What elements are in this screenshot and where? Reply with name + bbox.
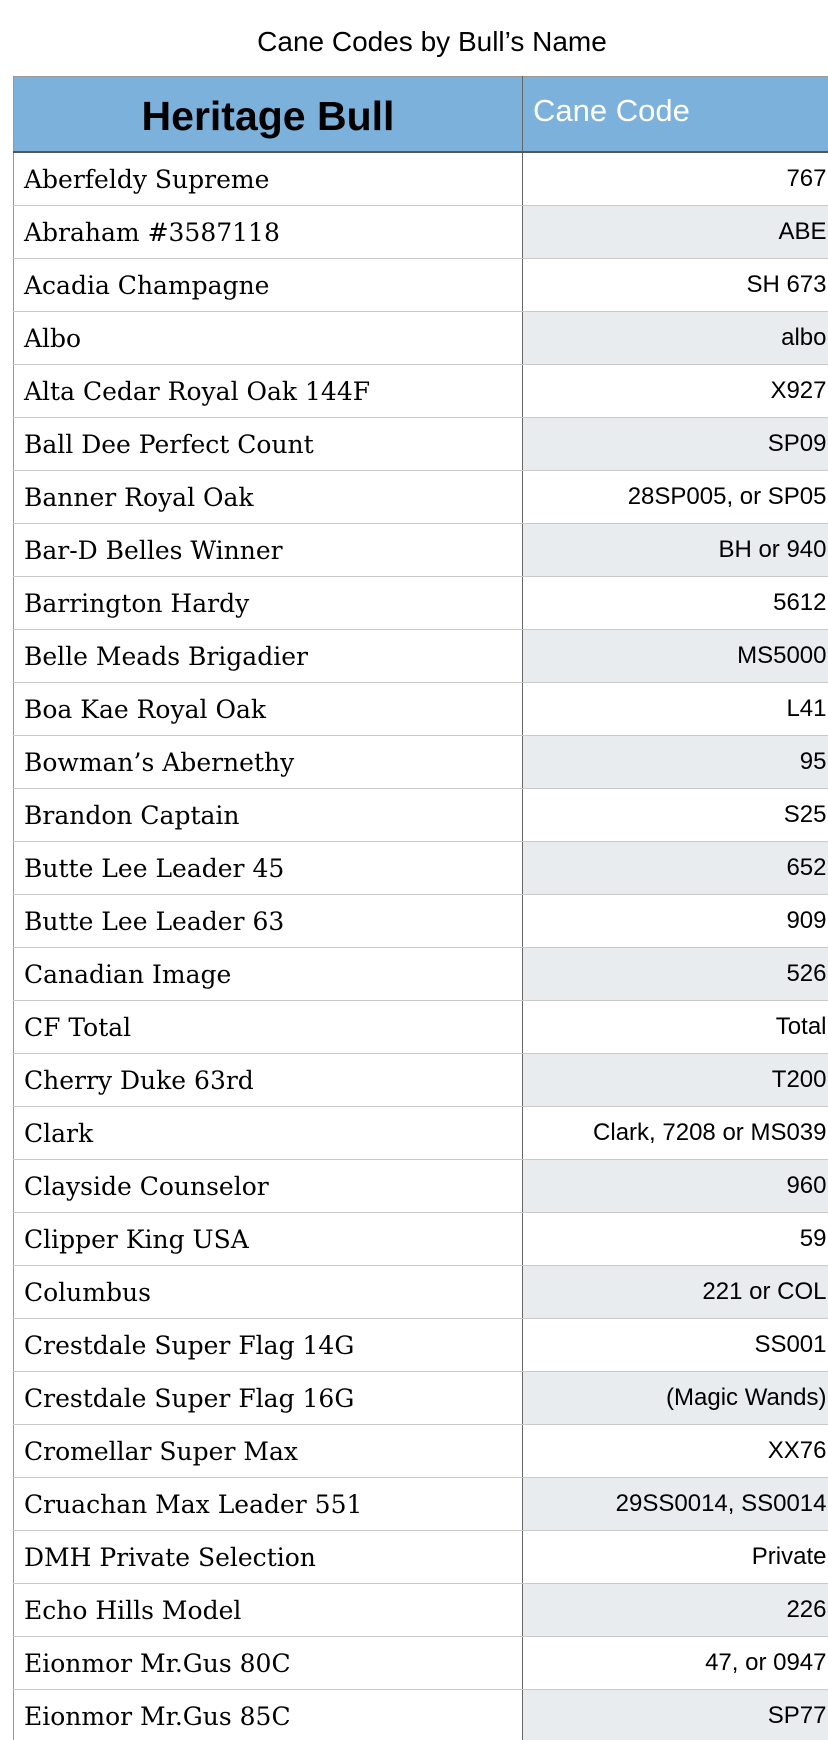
bull-name-cell: Clipper King USA: [14, 1213, 523, 1266]
cane-code-cell: 526: [523, 948, 828, 1001]
cane-code-cell: (Magic Wands): [523, 1372, 828, 1425]
table-row: [14, 842, 828, 895]
cane-code-cell: MS5000: [523, 630, 828, 683]
cane-code-cell: SP09: [523, 418, 828, 471]
table-row: [14, 418, 828, 471]
bull-name-cell: Aberfeldy Supreme: [14, 152, 523, 206]
cane-code-cell: L41: [523, 683, 828, 736]
bull-name-cell: Alta Cedar Royal Oak 144F: [14, 365, 523, 418]
document-title: Cane Codes by Bull’s Name: [257, 26, 607, 57]
table-row: [14, 206, 828, 259]
cane-code-cell: 767: [523, 152, 828, 206]
cane-code-cell: 28SP005, or SP05: [523, 471, 828, 524]
bull-name-cell: Bowman’s Abernethy: [14, 736, 523, 789]
cane-code-cell: 221 or COL: [523, 1266, 828, 1319]
bull-name-cell: Barrington Hardy: [14, 577, 523, 630]
bull-name-cell: Boa Kae Royal Oak: [14, 683, 523, 736]
cane-code-cell: XX76: [523, 1425, 828, 1478]
bull-name-cell: Belle Meads Brigadier: [14, 630, 523, 683]
table-row: [14, 152, 828, 206]
column-header-cane-code: Cane Code: [523, 77, 828, 153]
table-row: [14, 789, 828, 842]
cane-code-cell: 909: [523, 895, 828, 948]
cane-code-cell: SS001: [523, 1319, 828, 1372]
table-row: [14, 683, 828, 736]
cane-codes-table-container: [13, 76, 828, 1740]
column-header-heritage-bull: Heritage Bull: [14, 77, 523, 153]
cane-code-cell: S25: [523, 789, 828, 842]
cane-code-cell: 5612: [523, 577, 828, 630]
table-row: [14, 630, 828, 683]
bull-name-cell: DMH Private Selection: [14, 1531, 523, 1584]
cane-code-cell: BH or 940: [523, 524, 828, 577]
table-row: [14, 365, 828, 418]
cane-code-cell: Clark, 7208 or MS039: [523, 1107, 828, 1160]
table-row: [14, 1372, 828, 1425]
table-row: [14, 736, 828, 789]
cane-code-cell: 95: [523, 736, 828, 789]
bull-name-cell: Cherry Duke 63rd: [14, 1054, 523, 1107]
bull-name-cell: Canadian Image: [14, 948, 523, 1001]
bull-name-cell: Banner Royal Oak: [14, 471, 523, 524]
cane-code-cell: 29SS0014, SS0014: [523, 1478, 828, 1531]
bull-name-cell: Butte Lee Leader 63: [14, 895, 523, 948]
bull-name-cell: Brandon Captain: [14, 789, 523, 842]
table-row: [14, 1637, 828, 1690]
cane-code-cell: albo: [523, 312, 828, 365]
table-row: [14, 1690, 828, 1740]
bull-name-cell: Abraham #3587118: [14, 206, 523, 259]
bull-name-cell: Albo: [14, 312, 523, 365]
cane-code-cell: 59: [523, 1213, 828, 1266]
table-row: [14, 1001, 828, 1054]
bull-name-cell: Cruachan Max Leader 551: [14, 1478, 523, 1531]
bull-name-cell: Bar-D Belles Winner: [14, 524, 523, 577]
bull-name-cell: Ball Dee Perfect Count: [14, 418, 523, 471]
table-row: [14, 895, 828, 948]
bull-name-cell: Cromellar Super Max: [14, 1425, 523, 1478]
bull-name-cell: Clayside Counselor: [14, 1160, 523, 1213]
table-row: [14, 1213, 828, 1266]
table-row: [14, 259, 828, 312]
cane-code-cell: 960: [523, 1160, 828, 1213]
table-row: [14, 1160, 828, 1213]
table-header-row: [14, 77, 828, 153]
bull-name-cell: Columbus: [14, 1266, 523, 1319]
table-row: [14, 1584, 828, 1637]
cane-code-cell: Total: [523, 1001, 828, 1054]
table-row: [14, 1266, 828, 1319]
cane-code-cell: T200: [523, 1054, 828, 1107]
table-row: [14, 948, 828, 1001]
bull-name-cell: Eionmor Mr.Gus 85C: [14, 1690, 523, 1740]
table-row: [14, 524, 828, 577]
table-row: [14, 1107, 828, 1160]
cane-code-cell: SH 673: [523, 259, 828, 312]
bull-name-cell: Crestdale Super Flag 14G: [14, 1319, 523, 1372]
cane-codes-table: [13, 76, 828, 1740]
table-row: [14, 312, 828, 365]
table-row: [14, 1319, 828, 1372]
bull-name-cell: Echo Hills Model: [14, 1584, 523, 1637]
bull-name-cell: Acadia Champagne: [14, 259, 523, 312]
table-row: [14, 471, 828, 524]
table-row: [14, 1425, 828, 1478]
cane-code-cell: 47, or 0947: [523, 1637, 828, 1690]
bull-name-cell: Eionmor Mr.Gus 80C: [14, 1637, 523, 1690]
cane-code-cell: 652: [523, 842, 828, 895]
cane-code-cell: 226: [523, 1584, 828, 1637]
cane-code-cell: X927: [523, 365, 828, 418]
cane-code-cell: SP77: [523, 1690, 828, 1740]
bull-name-cell: Clark: [14, 1107, 523, 1160]
bull-name-cell: Butte Lee Leader 45: [14, 842, 523, 895]
cane-code-cell: Private: [523, 1531, 828, 1584]
bull-name-cell: Crestdale Super Flag 16G: [14, 1372, 523, 1425]
table-row: [14, 577, 828, 630]
table-body: [14, 152, 828, 1740]
table-row: [14, 1531, 828, 1584]
cane-code-cell: ABE: [523, 206, 828, 259]
table-row: [14, 1478, 828, 1531]
table-row: [14, 1054, 828, 1107]
bull-name-cell: CF Total: [14, 1001, 523, 1054]
